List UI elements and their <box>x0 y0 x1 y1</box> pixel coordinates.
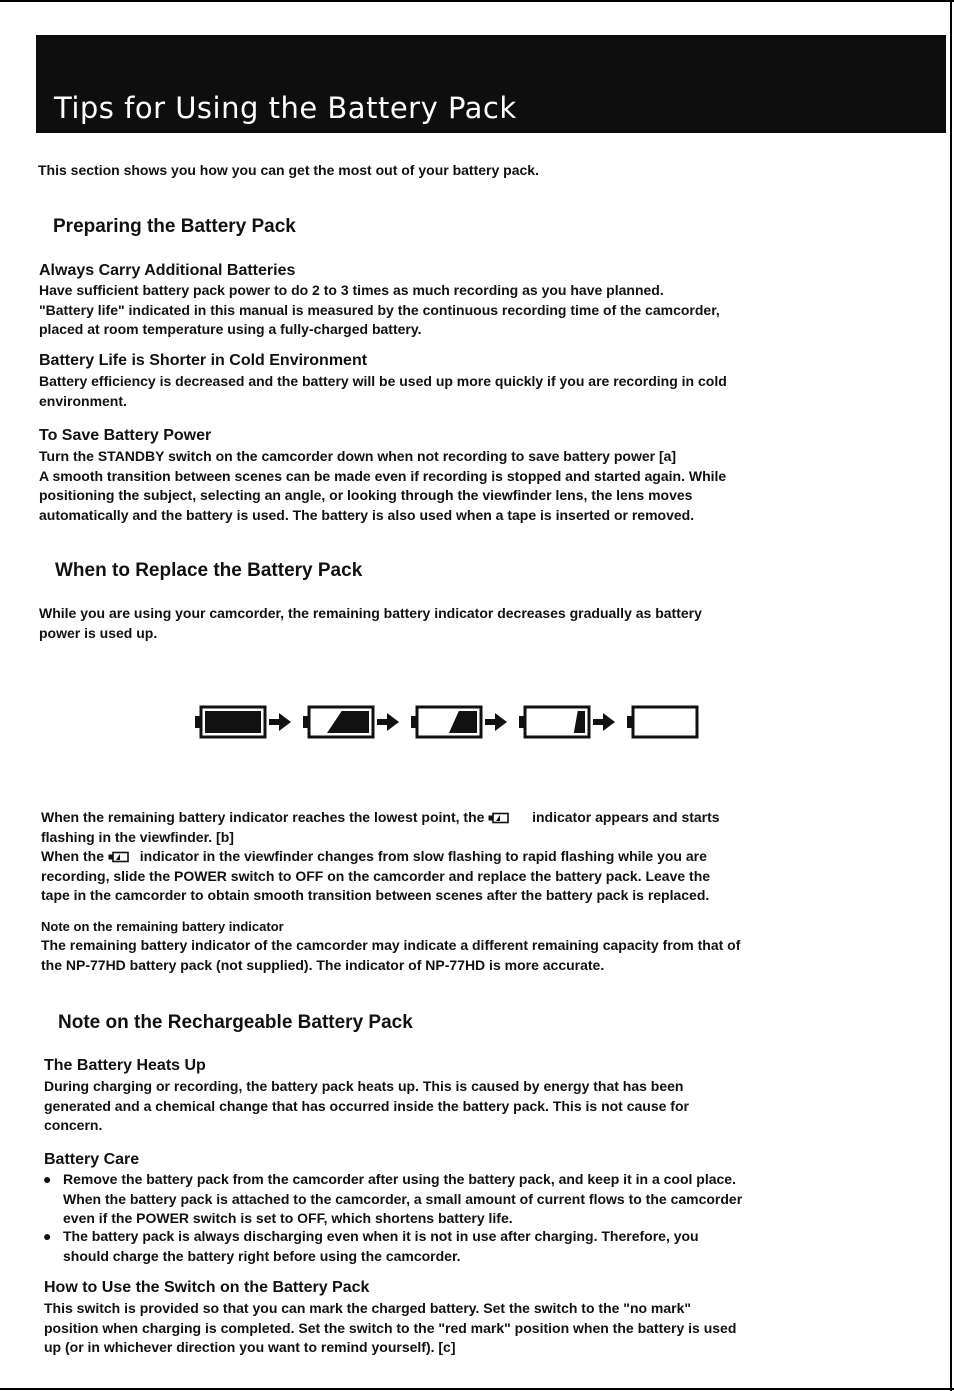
note-heading-indicator: Note on the remaining battery indicator <box>41 919 284 934</box>
arrow-right-icon <box>485 713 507 731</box>
paragraph-line: power is used up. <box>39 624 158 641</box>
subheading-battery-switch: How to Use the Switch on the Battery Pack <box>44 1279 370 1296</box>
battery-level-icon <box>303 707 373 737</box>
paragraph-line: should charge the battery right before using the camcorder. <box>63 1247 461 1264</box>
paragraph-line: recording, slide the POWER switch to OFF on the camcorder and replace the battery pack. Leave the <box>41 867 711 884</box>
battery-level-icon <box>627 707 697 737</box>
paragraph-line: Have sufficient battery pack power to do 2 to 3 times as much recording as you have planned. <box>39 282 664 298</box>
battery-level-icon <box>411 707 481 737</box>
subheading-battery-care: Battery Care <box>44 1151 140 1168</box>
note-indicator-paragraph <box>41 936 740 975</box>
right-border <box>950 0 952 1391</box>
arrow-right-icon <box>593 713 615 731</box>
paragraph-line: the NP-77HD battery pack (not supplied). The indicator of NP-77HD is more accurate. <box>41 956 605 973</box>
paragraph-line: positioning the subject, selecting an angle, or looking through the viewfinder lens, the lens moves <box>39 487 693 503</box>
paragraph-line: While you are using your camcorder, the remaining battery indicator decreases gradually as battery <box>39 605 702 621</box>
section-heading-replace: When to Replace the Battery Pack <box>55 560 363 581</box>
paragraph-line: even if the POWER switch is set to OFF, which shortens battery life. <box>63 1210 513 1226</box>
subheading-cold-environment: Battery Life is Shorter in Cold Environment <box>39 352 368 369</box>
subheading-save-power: To Save Battery Power <box>39 427 212 444</box>
paragraph-line: The battery pack is always discharging even when it is not in use after charging. Therefore, you <box>63 1228 699 1244</box>
save-power-paragraph <box>39 447 726 525</box>
cold-environment-paragraph <box>39 372 727 411</box>
replace-after-paragraph <box>41 808 720 906</box>
paragraph-line <box>41 847 720 867</box>
paragraph-line: Remove the battery pack from the camcorder after using the battery pack, and keep it in a cool place. <box>63 1171 736 1187</box>
arrow-right-icon <box>269 713 291 731</box>
paragraph-line: environment. <box>39 392 127 409</box>
bullet-text <box>63 1227 699 1266</box>
battery-level-icon <box>195 707 265 737</box>
battery-indicator-sequence <box>195 704 725 740</box>
paragraph-line: flashing in the viewfinder. [b] <box>41 828 234 845</box>
line-text: When the remaining battery indicator reaches the lowest point, the <box>41 809 485 825</box>
bullet-text <box>63 1170 742 1229</box>
paragraph-line: Turn the STANDBY switch on the camcorder down when not recording to save battery power [a] <box>39 448 677 464</box>
title-banner <box>36 35 946 133</box>
arrow-right-icon <box>377 713 399 731</box>
section-heading-rechargeable: Note on the Rechargeable Battery Pack <box>58 1012 413 1033</box>
bullet-dot-icon: ● <box>43 1228 52 1244</box>
paragraph-line: During charging or recording, the battery pack heats up. This is caused by energy that has been <box>44 1078 684 1094</box>
paragraph-line <box>41 808 720 828</box>
paragraph-line: up (or in whichever direction you want to remind yourself). [c] <box>44 1339 456 1355</box>
line-text: indicator appears and starts <box>532 809 720 825</box>
paragraph-line: "Battery life" indicated in this manual is measured by the continuous recording time of the camcorder, <box>39 301 720 318</box>
line-text: indicator in the viewfinder changes from slow flashing to rapid flashing while you are <box>139 848 707 864</box>
paragraph-line: The remaining battery indicator of the camcorder may indicate a different remaining capacity from that of <box>41 937 741 953</box>
bottom-border <box>0 1388 954 1390</box>
top-border <box>0 0 954 2</box>
low-battery-icon <box>108 851 136 863</box>
paragraph-line: This switch is provided so that you can mark the charged battery. Set the switch to the "no mark" <box>44 1300 692 1316</box>
heats-up-paragraph <box>44 1077 689 1136</box>
low-battery-icon <box>488 812 516 824</box>
battery-switch-paragraph <box>44 1299 736 1358</box>
paragraph-line: placed at room temperature using a fully-charged battery. <box>39 321 422 337</box>
battery-level-icon <box>519 707 589 737</box>
paragraph-line: concern. <box>44 1117 103 1133</box>
page-title: Tips for Using the Battery Pack <box>54 91 517 125</box>
section-heading-preparing: Preparing the Battery Pack <box>53 216 296 237</box>
line-text: When the <box>41 848 104 864</box>
paragraph-line: tape in the camcorder to obtain smooth transition between scenes after the battery pack is replaced. <box>41 887 710 903</box>
intro-text: This section shows you how you can get the most out of your battery pack. <box>38 162 539 178</box>
subheading-always-carry: Always Carry Additional Batteries <box>39 262 296 279</box>
paragraph-line: automatically and the battery is used. The battery is also used when a tape is inserted or removed. <box>39 506 695 523</box>
paragraph-line: A smooth transition between scenes can be made even if recording is stopped and started again. While <box>39 467 727 484</box>
subheading-heats-up: The Battery Heats Up <box>44 1057 206 1074</box>
paragraph-line: When the battery pack is attached to the camcorder, a small amount of current flows to the camcorder <box>63 1190 743 1207</box>
bullet-dot-icon: ● <box>43 1171 52 1187</box>
paragraph-line: Battery efficiency is decreased and the battery will be used up more quickly if you are recording in cold <box>39 373 727 389</box>
replace-paragraph <box>39 604 702 643</box>
paragraph-line: generated and a chemical change that has occurred inside the battery pack. This is not cause for <box>44 1097 689 1114</box>
always-carry-paragraph <box>39 281 720 340</box>
paragraph-line: position when charging is completed. Set the switch to the "red mark" position when the battery is used <box>44 1319 737 1336</box>
